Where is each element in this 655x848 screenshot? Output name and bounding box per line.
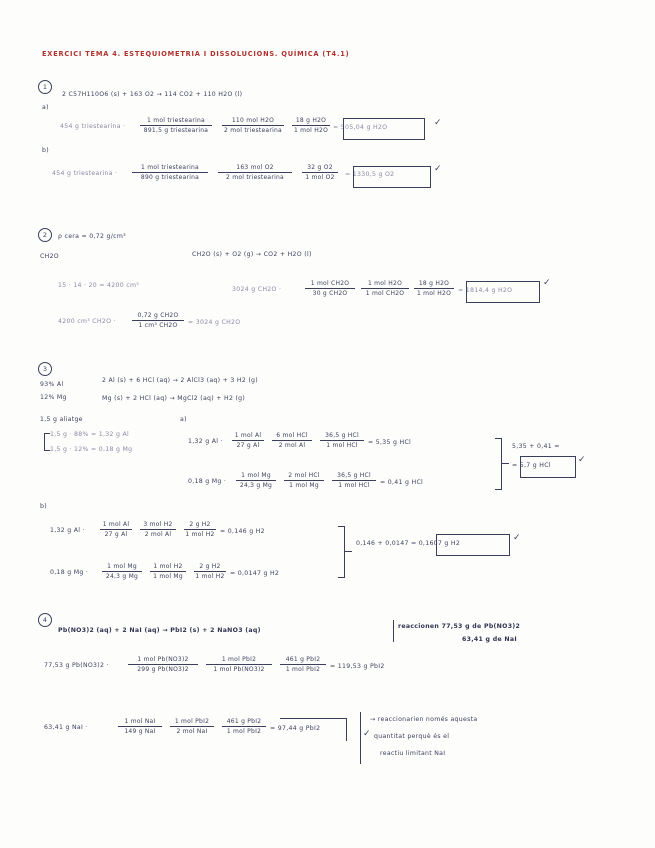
ex1-part-b-label: b)	[42, 147, 49, 154]
ex4-c1-factor-2-den: 1 mol Pb(NO3)2	[206, 664, 272, 674]
ex4-c1-factor-3-num: 461 g PbI2	[285, 656, 321, 663]
ex3-b-al-factor-1-num: 1 mol Al	[102, 521, 130, 528]
ex3-a-al-factor-1-den: 27 g Al	[232, 440, 264, 450]
ex3-a-mg-start: 0,18 g Mg ·	[188, 478, 227, 485]
exercise-1-number: 1	[38, 80, 52, 94]
ex2-formula-label: CH2O	[40, 253, 59, 260]
ex3-a-al-start: 1,32 g Al ·	[188, 438, 223, 445]
ex4-c2-factor-1	[118, 718, 162, 736]
ex2-v-factor-1-den: 1 cm³ CH2O	[132, 320, 184, 330]
ex4-c1-factor-2	[206, 656, 272, 674]
ex4-c1-factor-1-num: 1 mol Pb(NO3)2	[137, 656, 189, 663]
ex3-a-mg-result: = 0,41 g HCl	[380, 479, 424, 486]
ex4-c1-factor-1	[128, 656, 198, 674]
ex3-a-mg-factor-1-num: 1 mol Mg	[241, 472, 271, 479]
ex3-b-mg-factor-1-den: 24,3 g Mg	[102, 571, 142, 581]
ex3-b-mg-factor-2-den: 1 mol Mg	[150, 571, 186, 581]
ex3-a-mg-factor-3-den: 1 mol HCl	[332, 480, 376, 490]
ex3-a-al-factor-1-num: 1 mol Al	[234, 432, 262, 439]
ex4-c2-factor-2-num: 1 mol PbI2	[174, 718, 210, 725]
ex3-b-al-factor-3-den: 1 mol H2	[185, 531, 215, 538]
ex1-a-factor-3	[292, 117, 330, 135]
ex3-b-al-factor-1-den: 27 g Al	[100, 529, 132, 539]
ex2-mass-start: 3024 g CH2O ·	[232, 286, 282, 293]
ex4-conclusion-bar	[360, 712, 361, 764]
ex2-v-factor-1	[132, 312, 184, 330]
page-title: EXERCICI TEMA 4. ESTEQUIOMETRIA I DISSOLUCIONS. QUÍMICA (T4.1)	[42, 50, 350, 58]
ex2-m-factor-3-den: 1 mol H2O	[414, 288, 454, 298]
ex3-a-mg-factor-1	[236, 472, 276, 490]
ex1-a-factor-3-den: 1 mol H2O	[293, 127, 329, 134]
ex1-a-factor-1-num: 1 mol triestearina	[147, 117, 205, 124]
ex2-m-factor-1-num: 1 mol CH2O	[310, 280, 350, 287]
ex3-a-mg-factor-2-den: 1 mol Mg	[284, 480, 324, 490]
ex3-a-mg-factor-3	[332, 472, 376, 490]
ex4-c1-factor-3	[280, 656, 326, 674]
ex3-a-al-factor-3-num: 36,5 g HCl	[325, 432, 359, 439]
ex3-equation-2: Mg (s) + 2 HCl (aq) → MgCl2 (aq) + H2 (g)	[102, 395, 246, 402]
check-mark-icon: ✓	[434, 118, 442, 128]
ex3-a-al-factor-3	[320, 432, 364, 450]
ex4-note-1: reaccionen 77,53 g de Pb(NO3)2	[398, 623, 521, 630]
ex3-b-al-factor-2-num: 3 mol H2	[143, 521, 173, 528]
ex2-volume-result: = 3024 g CH2O	[188, 319, 241, 326]
exercise-4-number: 4	[38, 613, 52, 627]
check-mark-icon: ✓	[363, 729, 371, 739]
ex3-a-mg-factor-2-num: 2 mol HCl	[288, 472, 320, 479]
ex4-c2-factor-1-den: 149 g NaI	[118, 726, 162, 736]
ex2-mass-result: = 1814,4 g H2O	[458, 287, 513, 294]
ex3-equation-1: 2 Al (s) + 6 HCl (aq) → 2 AlCl3 (aq) + 3 H2 (g)	[102, 377, 258, 384]
ex3-b-total-box	[436, 534, 510, 556]
ex3-a-total: = 5,7 g HCl	[512, 462, 551, 469]
ex3-b-connector	[344, 551, 352, 552]
ex4-calc-1-start: 77,53 g Pb(NO3)2 ·	[44, 662, 109, 669]
ex4-equation: Pb(NO3)2 (aq) + 2 NaI (aq) → PbI2 (s) + 2 NaNO3 (aq)	[58, 627, 261, 634]
ex2-density: ρ cera = 0,72 g/cm³	[58, 233, 126, 240]
ex2-m-factor-3-num: 18 g H2O	[418, 280, 450, 287]
ex1-a-factor-3-num: 18 g H2O	[295, 117, 327, 124]
ex1-b-factor-3-den: 1 mol O2	[302, 172, 338, 182]
ex3-b-mg-start: 0,18 g Mg ·	[50, 569, 89, 576]
ex1-a-factor-1-den: 891,5 g triestearina	[140, 125, 212, 135]
ex1-b-factor-2-num: 163 mol O2	[236, 164, 274, 171]
ex3-b-mg-factor-1-num: 1 mol Mg	[107, 563, 137, 570]
ex1-b-factor-1	[132, 164, 208, 182]
ex2-volume-calc: 15 · 14 · 20 = 4200 cm³	[58, 282, 140, 289]
ex3-b-al-factor-3	[184, 521, 216, 539]
ex4-calc-1-result: = 119,53 g PbI2	[330, 663, 385, 670]
exercise-3-number: 3	[38, 362, 52, 376]
ex3-b-al-factor-2	[140, 521, 176, 539]
ex3-calc-mg: 1,5 g · 12% = 0,18 g Mg	[50, 446, 133, 453]
ex1-b-factor-2-den: 2 mol triestearina	[218, 172, 292, 182]
ex2-m-factor-1-den: 30 g CH2O	[305, 288, 355, 298]
ex4-conclusion-3: reactiu limitant NaI	[380, 750, 446, 757]
ex3-b-al-result: = 0,146 g H2	[220, 528, 265, 535]
exercise-2-number: 2	[38, 228, 52, 242]
ex3-a-mg-factor-2	[284, 472, 324, 490]
ex4-calc-2-result-box	[280, 718, 347, 741]
ex3-a-sum: 5,35 + 0,41 =	[512, 443, 560, 450]
ex1-b-result-box	[353, 166, 431, 188]
ex1-b-result: = 1330,5 g O2	[345, 171, 395, 178]
check-mark-icon: ✓	[543, 278, 551, 288]
ex3-a-al-factor-3-den: 1 mol HCl	[320, 440, 364, 450]
ex1-b-start: 454 g triestearina ·	[52, 170, 118, 177]
ex1-b-factor-3	[302, 164, 338, 182]
ex2-m-factor-2-num: 1 mol H2O	[367, 280, 403, 287]
ex4-c2-factor-2	[170, 718, 214, 736]
ex3-pct-al: 93% Al	[40, 381, 64, 388]
ex2-m-factor-3	[414, 280, 454, 298]
ex4-calc-2-result: = 97,44 g PbI2	[270, 725, 321, 732]
ex3-a-total-box	[520, 456, 576, 478]
ex3-b-mg-result: = 0,0147 g H2	[230, 570, 280, 577]
ex3-calc-al: 1,5 g · 88% = 1,32 g Al	[50, 431, 129, 438]
ex1-a-factor-2	[222, 117, 284, 135]
check-mark-icon: ✓	[434, 164, 442, 174]
ex3-b-al-start: 1,32 g Al ·	[50, 527, 85, 534]
ex3-alloy: 1,5 g aliatge	[40, 416, 83, 423]
ex4-c2-factor-1-num: 1 mol NaI	[124, 718, 156, 725]
ex4-c2-factor-2-den: 2 mol NaI	[170, 726, 214, 736]
ex3-b-al-factor-1	[100, 521, 132, 539]
ex1-part-a-label: a)	[42, 104, 49, 111]
ex3-a-connector	[501, 463, 509, 464]
ex1-a-start: 454 g triestearina ·	[60, 123, 126, 130]
ex1-b-factor-1-den: 890 g triestearina	[132, 172, 208, 182]
ex3-b-mg-factor-3-den: 1 mol H2	[195, 573, 225, 580]
ex4-conclusion-2: quantitat perquè és el	[374, 733, 450, 740]
ex4-c1-factor-3-den: 1 mol PbI2	[280, 664, 326, 674]
ex3-a-brace-right	[495, 438, 502, 490]
ex4-conclusion-1: → reaccionarien només aquesta	[370, 716, 478, 723]
ex4-c2-factor-3	[222, 718, 266, 736]
ex3-b-mg-factor-1	[102, 563, 142, 581]
ex4-note-2: 63,41 g de NaI	[462, 636, 517, 643]
ex1-b-factor-1-num: 1 mol triestearina	[141, 164, 199, 171]
ex1-b-factor-3-num: 32 g O2	[307, 164, 333, 171]
ex4-c2-factor-3-num: 461 g PbI2	[226, 718, 262, 725]
ex3-a-mg-factor-1-den: 24,3 g Mg	[236, 480, 276, 490]
ex3-a-mg-factor-3-num: 36,5 g HCl	[337, 472, 371, 479]
ex3-a-al-factor-2-den: 2 mol Al	[272, 440, 312, 450]
ex3-b-al-factor-2-den: 2 mol Al	[140, 529, 176, 539]
ex3-part-a-label: a)	[180, 416, 187, 423]
ex2-m-factor-1	[305, 280, 355, 298]
ex1-a-factor-2-den: 2 mol triestearina	[222, 125, 284, 135]
ex3-pct-mg: 12% Mg	[40, 394, 67, 401]
ex3-b-mg-factor-3	[194, 563, 226, 581]
ex3-b-mg-factor-2	[150, 563, 186, 581]
ex4-note-bar	[393, 620, 394, 642]
ex1-b-factor-2	[218, 164, 292, 182]
ex2-volume-start: 4200 cm³ CH2O ·	[58, 318, 116, 325]
ex2-m-factor-2	[361, 280, 409, 298]
ex4-c1-factor-1-den: 299 g Pb(NO3)2	[128, 664, 198, 674]
ex3-a-al-factor-1	[232, 432, 264, 450]
ex3-b-total: 0,146 + 0,0147 = 0,1607 g H2	[356, 540, 461, 547]
ex3-b-mg-factor-2-num: 1 mol H2	[153, 563, 183, 570]
ex2-v-factor-1-num: 0,72 g CH2O	[137, 312, 179, 319]
ex3-b-brace-right	[338, 526, 345, 578]
ex2-mass-result-box	[466, 281, 540, 303]
ex3-part-b-label: b)	[40, 503, 47, 510]
ex1-a-factor-1	[140, 117, 212, 135]
ex3-b-al-factor-3-num: 2 g H2	[189, 521, 211, 528]
ex1-a-factor-2-num: 110 mol H2O	[231, 117, 275, 124]
ex3-b-mg-factor-3-num: 2 g H2	[199, 563, 221, 570]
check-mark-icon: ✓	[578, 455, 586, 465]
ex2-equation: CH2O (s) + O2 (g) → CO2 + H2O (l)	[192, 251, 312, 258]
ex4-c2-factor-3-den: 1 mol PbI2	[222, 726, 266, 736]
ex1-a-result: = 505,04 g H2O	[333, 124, 388, 131]
check-mark-icon: ✓	[513, 533, 521, 543]
ex3-a-al-result: = 5,35 g HCl	[368, 439, 412, 446]
ex2-m-factor-2-den: 1 mol CH2O	[361, 288, 409, 298]
ex3-a-al-factor-2-num: 6 mol HCl	[276, 432, 308, 439]
ex4-c1-factor-2-num: 1 mol PbI2	[221, 656, 257, 663]
ex1-a-result-box	[343, 118, 425, 140]
ex3-a-al-factor-2	[272, 432, 312, 450]
ex1-equation: 2 C57H110O6 (s) + 163 O2 → 114 CO2 + 110 H2O (l)	[62, 91, 243, 98]
ex4-calc-2-start: 63,41 g NaI ·	[44, 724, 88, 731]
